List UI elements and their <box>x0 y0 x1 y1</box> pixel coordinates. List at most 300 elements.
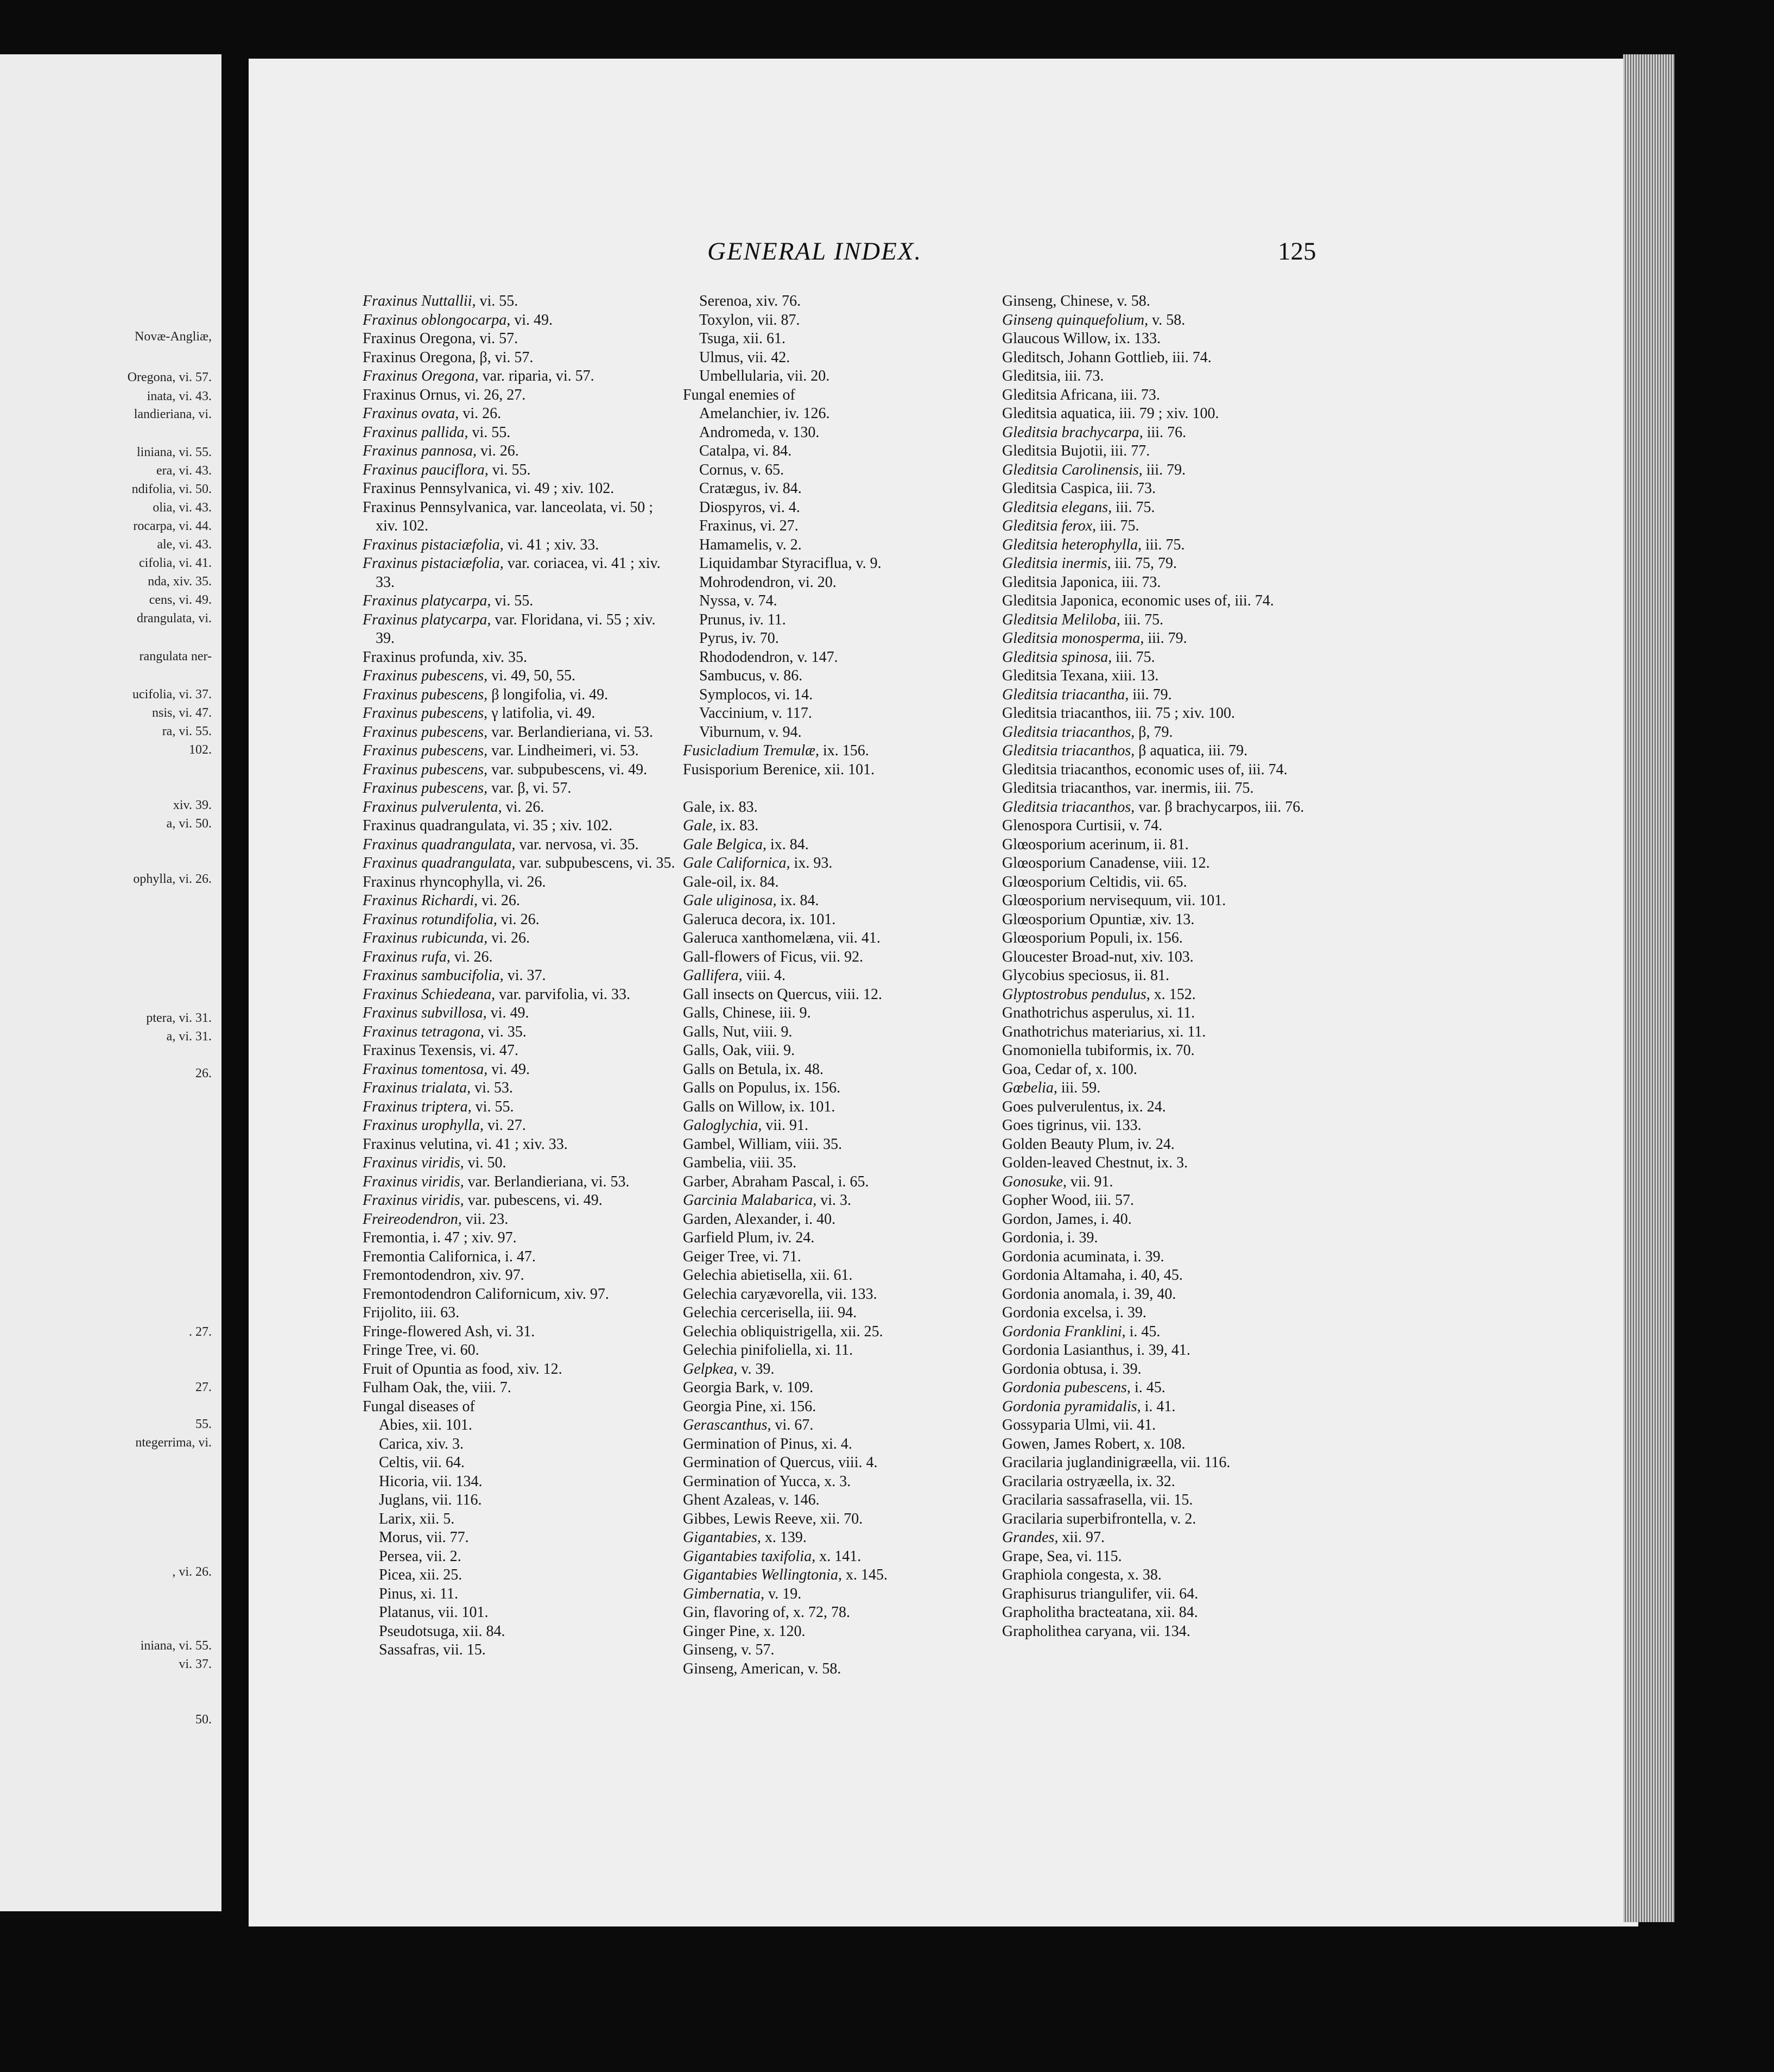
index-entry <box>363 1379 677 1398</box>
index-entry <box>683 1266 992 1285</box>
index-entry <box>363 405 677 424</box>
index-reference: v. 74. <box>1125 817 1163 834</box>
index-reference: xii. 5. <box>415 1510 455 1527</box>
index-entry <box>363 1435 677 1454</box>
index-entry <box>363 1547 677 1566</box>
index-term: Gordonia Franklini, <box>1002 1323 1126 1340</box>
index-entry <box>363 1041 677 1060</box>
index-reference: vii. 134. <box>1136 1622 1190 1640</box>
index-entry <box>363 311 677 330</box>
index-reference: xiv. 12. <box>513 1360 562 1378</box>
index-reference: viii. 12. <box>1159 855 1210 871</box>
index-entry <box>363 779 677 798</box>
index-entry <box>683 498 992 517</box>
index-term: Fraxinus quadrangulata, <box>363 817 510 834</box>
index-term: Fraxinus pannosa, <box>363 443 477 459</box>
index-entry <box>1002 1060 1329 1079</box>
index-term: Liquidambar Styraciflua, <box>699 555 852 572</box>
index-reference: vi. 37. <box>503 967 546 984</box>
facing-page-fragment: liniana, vi. 55. <box>137 445 212 459</box>
index-reference: x. 100. <box>1091 1060 1137 1078</box>
index-reference: v. 58. <box>1113 293 1150 309</box>
index-entry <box>1002 986 1329 1005</box>
index-entry <box>1002 966 1329 986</box>
index-term: Gelechia cercerisella, <box>683 1304 814 1321</box>
index-entry <box>683 424 992 443</box>
index-entry <box>363 1266 677 1285</box>
index-reference: vi. 49 ; xiv. 102. <box>511 480 614 497</box>
index-entry <box>363 1248 677 1267</box>
index-term: Fraxinus pubescens, <box>363 761 488 778</box>
index-term: Picea, <box>379 1566 416 1583</box>
index-reference: vi. 26. <box>459 405 502 422</box>
index-entry <box>363 292 677 311</box>
index-term: Fraxinus Pennsylvanica, <box>363 498 511 516</box>
index-term: Gleditsia Japonica, economic uses of, <box>1002 592 1231 609</box>
index-entry <box>683 629 992 648</box>
index-term: Gleditsia spinosa, <box>1002 648 1112 666</box>
index-entry <box>363 1229 677 1248</box>
index-entry <box>1002 330 1329 349</box>
index-term: Fraxinus rotundifolia, <box>363 911 497 928</box>
index-reference: iv. 70. <box>737 630 779 647</box>
index-reference: xii. 84. <box>459 1622 505 1640</box>
index-term: Fraxinus pubescens, <box>363 667 488 684</box>
index-reference: i. 65. <box>834 1173 869 1190</box>
index-reference: v. 2. <box>772 536 802 553</box>
index-entry <box>1002 1210 1329 1229</box>
index-entry <box>683 1341 992 1360</box>
index-term: Gambel, William, <box>683 1135 791 1153</box>
index-term: Amelanchier, <box>699 405 781 422</box>
index-term: Goes pulverulentus, <box>1002 1098 1124 1115</box>
facing-page-fragment: 50. <box>195 1713 212 1727</box>
index-entry <box>363 1098 677 1117</box>
index-term: Fraxinus subvillosa, <box>363 1005 487 1021</box>
index-term: Sassafras, <box>379 1641 440 1658</box>
index-entry <box>1002 892 1329 911</box>
index-entry <box>683 1191 992 1210</box>
index-entry <box>683 854 992 873</box>
index-entry <box>683 1379 992 1398</box>
index-entry <box>1002 1248 1329 1267</box>
index-entry <box>683 479 992 498</box>
index-entry <box>1002 461 1329 480</box>
index-reference: vi. 26. <box>497 911 540 928</box>
index-term: Gleditsia aquatica, <box>1002 405 1116 422</box>
index-entry <box>1002 1603 1329 1622</box>
index-reference: iii. 79 ; xiv. 100. <box>1115 405 1219 422</box>
index-entry <box>683 330 992 349</box>
index-entry <box>683 817 992 836</box>
index-reference: v. 57. <box>737 1641 775 1658</box>
index-term: Gleditsia Bujotii, <box>1002 443 1107 459</box>
index-reference: i. 47 ; xiv. 97. <box>429 1229 517 1246</box>
index-entry <box>1002 1135 1329 1154</box>
index-entry <box>363 442 677 461</box>
index-reference: ix. 84. <box>776 892 819 909</box>
index-term: Gleditsia ferox, <box>1002 517 1097 534</box>
index-entry <box>363 873 677 892</box>
index-reference: vii. 134. <box>428 1473 483 1490</box>
index-entry <box>683 704 992 723</box>
index-reference: viii. 12. <box>831 986 883 1003</box>
index-entry <box>683 1660 992 1679</box>
index-term: Fraxinus quadrangulata, <box>363 836 516 853</box>
index-term: Gordonia pyramidalis, <box>1002 1398 1141 1415</box>
index-reference: vi. 55. <box>491 592 534 609</box>
index-reference: var. Berlandieriana, vi. 53. <box>464 1173 630 1190</box>
index-reference: ii. 81. <box>1130 967 1169 984</box>
index-term: Graphisurus triangulifer, <box>1002 1585 1152 1602</box>
index-term: Gleditsia triacanthos, <box>1002 723 1135 741</box>
index-reference: vii. 77. <box>422 1529 469 1546</box>
index-entry <box>1002 349 1329 368</box>
index-term: Nyssa, <box>699 592 740 609</box>
index-term: Persea, <box>379 1547 423 1565</box>
index-reference: iii. 75, 79. <box>1111 555 1177 572</box>
index-entry <box>363 836 677 855</box>
index-term: Gleditsia Japonica, <box>1002 573 1118 591</box>
index-reference: vii. 91. <box>1066 1173 1113 1190</box>
index-reference: x. 3. <box>820 1473 851 1490</box>
index-term: Fremontia, <box>363 1229 429 1246</box>
index-term: Gelechia pinifoliella, <box>683 1342 812 1359</box>
index-term: Gleditsia monosperma, <box>1002 630 1144 647</box>
index-entry <box>363 892 677 911</box>
index-reference: x. 139. <box>761 1529 807 1546</box>
index-entry <box>1002 1266 1329 1285</box>
facing-page-fragment: ophylla, vi. 26. <box>133 872 212 886</box>
index-entry <box>363 667 677 686</box>
index-reference: xii. 84. <box>1151 1604 1198 1621</box>
index-entry <box>683 442 992 461</box>
index-entry <box>683 405 992 424</box>
facing-page-fragment: olia, vi. 43. <box>153 501 212 515</box>
index-entry <box>1002 1041 1329 1060</box>
facing-page-fragment: a, vi. 31. <box>166 1029 212 1044</box>
facing-page-fragment: rangulata ner- <box>139 649 212 664</box>
index-reference: i. 45. <box>1130 1379 1165 1396</box>
index-entry <box>683 836 992 855</box>
index-reference: vi. 26. <box>450 948 493 965</box>
index-entry <box>363 1173 677 1192</box>
index-entry <box>363 611 677 648</box>
index-column-1 <box>363 292 677 1660</box>
index-term: Pinus, <box>379 1585 417 1602</box>
index-entry <box>683 311 992 330</box>
facing-page-fragment: 102. <box>189 743 212 757</box>
index-entry <box>683 1435 992 1454</box>
index-entry <box>1002 648 1329 667</box>
index-term: Umbellularia, <box>699 368 783 384</box>
index-term: Glœosporium acerinum, <box>1002 836 1150 853</box>
index-term: Fraxinus trialata, <box>363 1079 471 1096</box>
index-reference: β, 79. <box>1135 723 1173 741</box>
index-reference: iii. 75. <box>1096 517 1139 534</box>
index-term: Georgia Bark, <box>683 1379 769 1396</box>
index-reference: xi. 11. <box>811 1342 853 1359</box>
index-reference: vii. 42. <box>743 349 790 366</box>
index-term: Fraxinus pistaciæfolia, <box>363 536 504 553</box>
index-reference: xi. 156. <box>766 1398 816 1415</box>
index-reference: xiv. 103. <box>1137 948 1194 965</box>
index-entry <box>1002 911 1329 930</box>
facing-page-fragment: 27. <box>195 1380 212 1394</box>
index-entry <box>1002 854 1329 873</box>
index-reference: v. 117. <box>768 705 812 722</box>
index-entry <box>683 873 992 892</box>
index-reference: vi. 26. <box>487 930 530 946</box>
index-term: Gracilaria sassafrasella, <box>1002 1492 1146 1508</box>
index-reference: vii. 64. <box>418 1454 465 1471</box>
index-entry <box>683 1566 992 1585</box>
index-term: Glaucous Willow, <box>1002 330 1111 347</box>
index-entry <box>683 1416 992 1435</box>
index-reference: vii. 101. <box>434 1604 489 1621</box>
index-entry <box>1002 1023 1329 1042</box>
index-entry <box>1002 1098 1329 1117</box>
index-term: Gowen, James Robert, <box>1002 1435 1140 1452</box>
index-entry <box>363 1585 677 1604</box>
index-reference: vi. 49. <box>487 1060 530 1078</box>
index-term: Fraxinus viridis, <box>363 1192 464 1209</box>
index-entry <box>363 386 677 405</box>
index-reference: vii. 91. <box>762 1117 808 1134</box>
index-reference: γ latifolia, vi. 49. <box>487 705 595 722</box>
index-reference: v. 109. <box>769 1379 814 1396</box>
index-term: Galls, Chinese, <box>683 1005 776 1021</box>
index-reference: xii. 97. <box>1058 1529 1105 1546</box>
index-reference: vii. 133. <box>823 1285 877 1303</box>
index-reference: xii. 61. <box>806 1267 853 1284</box>
index-term: Fraxinus profunda, <box>363 648 479 666</box>
index-entry <box>683 292 992 311</box>
index-entry <box>1002 1473 1329 1492</box>
index-entry <box>1002 1191 1329 1210</box>
index-term: Fungal diseases of <box>363 1398 475 1415</box>
index-entry <box>683 1491 992 1510</box>
index-entry <box>683 966 992 986</box>
index-term: Gonosuke, <box>1002 1173 1067 1190</box>
index-reference: v. 58. <box>804 1660 841 1677</box>
index-term: Rhododendron, <box>699 648 794 666</box>
index-term: Cratægus, <box>699 480 761 497</box>
facing-page-fragment: rocarpa, vi. 44. <box>133 519 212 533</box>
index-term: Gleditsia Caspica, <box>1002 480 1113 497</box>
index-term: Vaccinium, <box>699 705 768 722</box>
facing-page-fragment: cens, vi. 49. <box>149 593 212 607</box>
index-reference: ix. 84. <box>736 873 779 890</box>
index-term: Fraxinus pubescens, <box>363 705 488 722</box>
index-entry <box>683 761 992 780</box>
index-entry <box>363 1285 677 1304</box>
index-reference: var. pubescens, vi. 49. <box>464 1192 603 1209</box>
index-term: Gleditsia triacantha, <box>1002 686 1129 703</box>
index-reference: xi. 11. <box>1164 1023 1206 1040</box>
index-reference: vi. 55. <box>471 1098 514 1115</box>
index-term: Gale Californica, <box>683 855 790 871</box>
index-reference: i. 40, 45. <box>1125 1267 1183 1284</box>
index-reference: iii. 9. <box>775 1005 811 1021</box>
index-reference: vi. 35 ; xiv. 102. <box>509 817 613 834</box>
index-reference: vii. 41. <box>834 930 880 946</box>
index-term: Gleditsia triacanthos, <box>1002 780 1131 797</box>
index-reference: ix. 101. <box>785 911 836 928</box>
index-entry <box>363 330 677 349</box>
index-entry <box>363 1191 677 1210</box>
index-term: Gloucester Broad-nut, <box>1002 948 1137 965</box>
index-term: Gleditsia Meliloba, <box>1002 611 1120 628</box>
index-reference: iii. 73. <box>1118 573 1161 591</box>
index-term: Diospyros, <box>699 498 766 516</box>
index-term: Gnathotrichus materiarius, <box>1002 1023 1164 1040</box>
index-term: Grapholitha bracteatana, <box>1002 1604 1152 1621</box>
index-reference: vii. 133. <box>1087 1117 1142 1134</box>
index-term: Fraxinus rhyncophylla, <box>363 873 504 890</box>
index-term: Galls on Populus, <box>683 1079 791 1096</box>
index-entry <box>363 349 677 368</box>
index-reference: iii. 73. <box>1061 368 1104 384</box>
index-reference: ix. 32. <box>1133 1473 1175 1490</box>
facing-page <box>0 54 221 1911</box>
index-reference: v. 65. <box>746 461 784 478</box>
index-term: Cornus, <box>699 461 747 478</box>
index-reference: xiv. 3. <box>422 1435 464 1452</box>
index-term: Viburnum, <box>699 723 765 741</box>
index-term: Platanus, <box>379 1604 434 1621</box>
index-term: Fruit of Opuntia as food, <box>363 1360 514 1378</box>
index-term: Gleditsia Africana, <box>1002 386 1117 403</box>
index-reference: i. 47. <box>501 1248 536 1265</box>
index-entry <box>1002 1079 1329 1098</box>
index-reference: xiii. 13. <box>1108 667 1159 684</box>
index-reference: var. Berlandieriana, vi. 53. <box>487 723 653 741</box>
index-term: Ginger Pine, <box>683 1622 760 1640</box>
index-term: Gnomoniella tubiformis, <box>1002 1042 1152 1059</box>
index-reference: var. Floridana, vi. 55 ; xiv. 39. <box>376 611 656 647</box>
index-reference: iii. 57. <box>1091 1192 1134 1209</box>
index-term: Gimbernatia, <box>683 1585 765 1602</box>
index-entry <box>363 1398 677 1417</box>
index-term: Ghent Azaleas, <box>683 1492 775 1508</box>
index-reference: x. 141. <box>815 1547 861 1565</box>
index-term: Gopher Wood, <box>1002 1192 1091 1209</box>
index-entry <box>683 1098 992 1117</box>
index-entry <box>1002 686 1329 705</box>
index-reference: i. 41. <box>1141 1398 1176 1415</box>
index-entry <box>1002 629 1329 648</box>
index-reference: xii. 101. <box>418 1417 472 1433</box>
index-reference: var. β, vi. 57. <box>487 780 572 797</box>
facing-page-fragment: landieriana, vi. <box>134 407 212 421</box>
index-reference: vi. 26. <box>478 892 520 909</box>
index-term: Fraxinus pubescens, <box>363 723 488 741</box>
index-term: Fraxinus ovata, <box>363 405 459 422</box>
index-term: Fraxinus viridis, <box>363 1173 464 1190</box>
index-reference: v. 19. <box>764 1585 802 1602</box>
index-entry <box>683 461 992 480</box>
index-entry <box>683 1622 992 1641</box>
index-entry <box>683 1603 992 1622</box>
index-reference: vi. 60. <box>436 1342 479 1359</box>
index-reference: var. inermis, iii. 75. <box>1131 780 1254 797</box>
index-reference: iii. 94. <box>813 1304 857 1321</box>
index-reference: iii. 75. <box>1120 611 1164 628</box>
index-reference: iii. 75 ; xiv. 100. <box>1131 705 1236 722</box>
index-entry <box>683 1229 992 1248</box>
index-entry <box>683 1004 992 1023</box>
index-entry <box>1002 704 1329 723</box>
index-entry <box>683 1210 992 1229</box>
index-entry <box>363 648 677 667</box>
index-entry <box>683 667 992 686</box>
index-entry <box>1002 367 1329 386</box>
index-reference: xii. 61. <box>739 330 786 347</box>
index-entry <box>1002 1435 1329 1454</box>
facing-page-fragment: 55. <box>195 1417 212 1431</box>
facing-page-fragment: ale, vi. 43. <box>157 538 212 552</box>
index-entry <box>1002 536 1329 555</box>
index-reference: var. coriacea, vi. 41 ; xiv. 33. <box>376 555 661 591</box>
index-entry <box>683 1285 992 1304</box>
facing-page-fragment: ucifolia, vi. 37. <box>132 687 212 702</box>
index-entry <box>1002 1285 1329 1304</box>
index-reference: ix. 156. <box>1133 930 1183 946</box>
index-entry <box>363 1079 677 1098</box>
index-entry <box>363 1416 677 1435</box>
index-term: Glœosporium Populi, <box>1002 930 1133 946</box>
index-term: Celtis, <box>379 1454 419 1471</box>
facing-page-fragment: inata, vi. 43. <box>147 389 212 403</box>
index-term: Gracilaria juglandinigræella, <box>1002 1454 1177 1471</box>
index-term: Fraxinus tetragona, <box>363 1023 484 1040</box>
index-term: Fraxinus Ornus, <box>363 386 461 403</box>
index-entry <box>363 911 677 930</box>
index-term: Hamamelis, <box>699 536 772 553</box>
index-entry <box>1002 723 1329 742</box>
index-reference: vi. 50. <box>464 1154 506 1171</box>
index-entry <box>683 349 992 368</box>
index-term: Gale, <box>683 817 717 834</box>
index-term: Gall-flowers of Ficus, <box>683 948 817 965</box>
index-reference: vi. 41 ; xiv. 33. <box>472 1135 568 1153</box>
index-reference: vi. 55. <box>468 424 511 441</box>
index-entry <box>363 1341 677 1360</box>
index-reference: vi. 26. <box>503 873 546 890</box>
index-entry <box>683 648 992 667</box>
index-term: Fusisporium Berenice, <box>683 761 821 778</box>
index-entry <box>363 1641 677 1660</box>
index-reference: var. nervosa, vi. 35. <box>515 836 639 853</box>
index-reference: iii. 79. <box>1144 630 1187 647</box>
index-entry <box>683 798 992 817</box>
index-term: Ulmus, <box>699 349 744 366</box>
index-reference: v. 9. <box>852 555 882 572</box>
index-reference: xiv. 35. <box>478 648 528 666</box>
index-reference: iii. 73. <box>1117 386 1160 403</box>
index-term: Gelechia abietisella, <box>683 1267 806 1284</box>
index-term: Fraxinus quadrangulata, <box>363 855 516 871</box>
index-term: Fraxinus platycarpa, <box>363 592 491 609</box>
index-term: Fremontodendron, <box>363 1267 476 1284</box>
index-reference: xiv. 76. <box>752 293 801 309</box>
facing-page-fragment: drangulata, vi. <box>137 611 212 626</box>
index-entry <box>683 611 992 630</box>
facing-page-fragment: ndifolia, vi. 50. <box>131 482 212 496</box>
index-entry <box>1002 1323 1329 1342</box>
index-term: Gleditsia brachycarpa, <box>1002 424 1143 441</box>
